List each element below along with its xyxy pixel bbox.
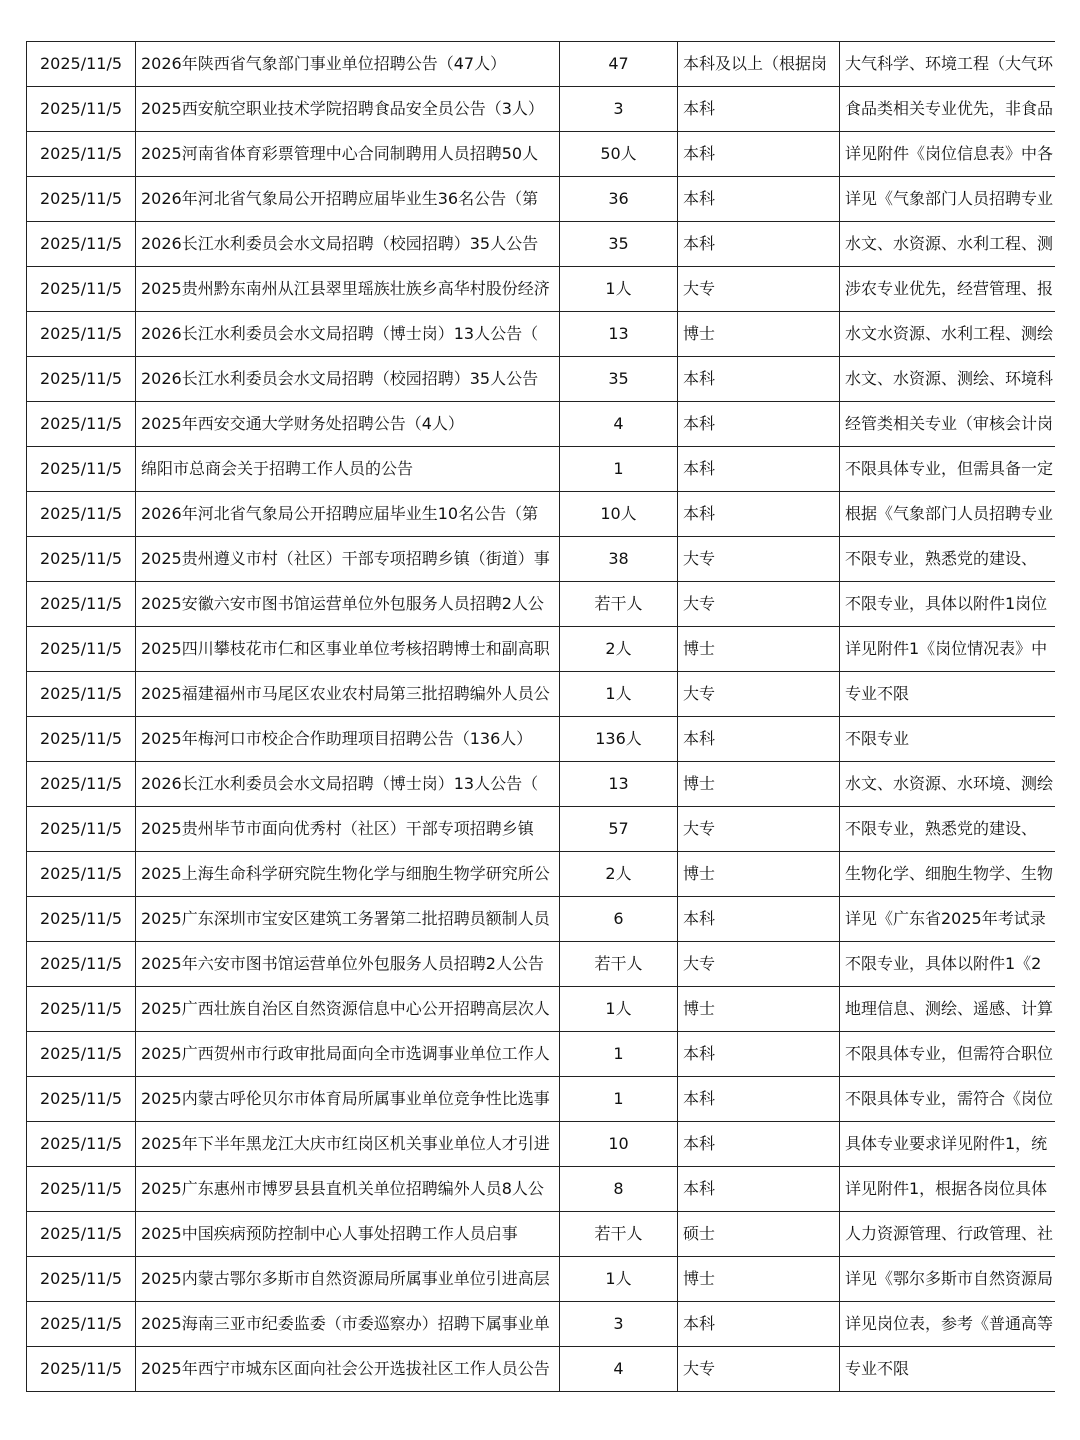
date-cell: 2025/11/5 <box>27 1077 136 1122</box>
table-row <box>27 672 1055 717</box>
education-cell: 硕士 <box>678 1212 840 1257</box>
count-cell: 若干人 <box>560 1212 678 1257</box>
education-cell: 本科 <box>678 357 840 402</box>
count-cell: 1 <box>560 447 678 492</box>
title-cell: 2026长江水利委员会水文局招聘（博士岗）13人公告（ <box>136 762 560 807</box>
table-row <box>27 1032 1055 1077</box>
date-cell: 2025/11/5 <box>27 897 136 942</box>
education-cell: 大专 <box>678 807 840 852</box>
date-cell: 2025/11/5 <box>27 582 136 627</box>
date-cell: 2025/11/5 <box>27 267 136 312</box>
title-cell: 2025广西贺州市行政审批局面向全市选调事业单位工作人 <box>136 1032 560 1077</box>
table-row <box>27 1302 1055 1347</box>
major-cell: 详见附件1，根据各岗位具体 <box>840 1167 1055 1212</box>
major-cell: 生物化学、细胞生物学、生物 <box>840 852 1055 897</box>
table-row <box>27 492 1055 537</box>
date-cell: 2025/11/5 <box>27 807 136 852</box>
major-cell: 专业不限 <box>840 672 1055 717</box>
count-cell: 1人 <box>560 987 678 1032</box>
count-cell: 47 <box>560 42 678 87</box>
major-cell: 详见附件《岗位信息表》中各 <box>840 132 1055 177</box>
major-cell: 不限专业 <box>840 717 1055 762</box>
date-cell: 2025/11/5 <box>27 717 136 762</box>
title-cell: 2026长江水利委员会水文局招聘（校园招聘）35人公告 <box>136 222 560 267</box>
major-cell: 不限专业，具体以附件1《2 <box>840 942 1055 987</box>
count-cell: 1人 <box>560 672 678 717</box>
education-cell: 本科 <box>678 222 840 267</box>
table-row <box>27 717 1055 762</box>
date-cell: 2025/11/5 <box>27 627 136 672</box>
title-cell: 2025广西壮族自治区自然资源信息中心公开招聘高层次人 <box>136 987 560 1032</box>
table-body <box>27 42 1055 1392</box>
education-cell: 本科 <box>678 897 840 942</box>
date-cell: 2025/11/5 <box>27 672 136 717</box>
title-cell: 2025贵州黔东南州从江县翠里瑶族壮族乡高华村股份经济 <box>136 267 560 312</box>
date-cell: 2025/11/5 <box>27 1302 136 1347</box>
title-cell: 2025贵州遵义市村（社区）干部专项招聘乡镇（街道）事 <box>136 537 560 582</box>
education-cell: 本科 <box>678 1122 840 1167</box>
count-cell: 2人 <box>560 627 678 672</box>
date-cell: 2025/11/5 <box>27 942 136 987</box>
title-cell: 2025福建福州市马尾区农业农村局第三批招聘编外人员公 <box>136 672 560 717</box>
table-row <box>27 582 1055 627</box>
education-cell: 大专 <box>678 537 840 582</box>
education-cell: 博士 <box>678 627 840 672</box>
date-cell: 2025/11/5 <box>27 852 136 897</box>
date-cell: 2025/11/5 <box>27 762 136 807</box>
major-cell: 大气科学、环境工程（大气环 <box>840 42 1055 87</box>
date-cell: 2025/11/5 <box>27 447 136 492</box>
table-row <box>27 852 1055 897</box>
major-cell: 不限专业，熟悉党的建设、 <box>840 807 1055 852</box>
major-cell: 具体专业要求详见附件1，统 <box>840 1122 1055 1167</box>
major-cell: 不限专业，具体以附件1岗位 <box>840 582 1055 627</box>
count-cell: 57 <box>560 807 678 852</box>
table-row <box>27 357 1055 402</box>
education-cell: 博士 <box>678 852 840 897</box>
date-cell: 2025/11/5 <box>27 1122 136 1167</box>
title-cell: 2025广东惠州市博罗县县直机关单位招聘编外人员8人公 <box>136 1167 560 1212</box>
education-cell: 本科 <box>678 132 840 177</box>
major-cell: 不限具体专业，需符合《岗位 <box>840 1077 1055 1122</box>
table-row <box>27 1167 1055 1212</box>
table-row <box>27 627 1055 672</box>
date-cell: 2025/11/5 <box>27 42 136 87</box>
table-row <box>27 897 1055 942</box>
title-cell: 2025年梅河口市校企合作助理项目招聘公告（136人） <box>136 717 560 762</box>
major-cell: 专业不限 <box>840 1347 1055 1392</box>
title-cell: 2025年下半年黑龙江大庆市红岗区机关事业单位人才引进 <box>136 1122 560 1167</box>
count-cell: 4 <box>560 402 678 447</box>
title-cell: 2026长江水利委员会水文局招聘（博士岗）13人公告（ <box>136 312 560 357</box>
title-cell: 2025上海生命科学研究院生物化学与细胞生物学研究所公 <box>136 852 560 897</box>
date-cell: 2025/11/5 <box>27 222 136 267</box>
title-cell: 2026年陕西省气象部门事业单位招聘公告（47人） <box>136 42 560 87</box>
count-cell: 4 <box>560 1347 678 1392</box>
date-cell: 2025/11/5 <box>27 987 136 1032</box>
major-cell: 地理信息、测绘、遥感、计算 <box>840 987 1055 1032</box>
major-cell: 不限具体专业，但需具备一定 <box>840 447 1055 492</box>
date-cell: 2025/11/5 <box>27 1032 136 1077</box>
education-cell: 本科 <box>678 1077 840 1122</box>
date-cell: 2025/11/5 <box>27 132 136 177</box>
major-cell: 食品类相关专业优先，非食品 <box>840 87 1055 132</box>
count-cell: 136人 <box>560 717 678 762</box>
education-cell: 本科 <box>678 1167 840 1212</box>
table-row <box>27 1122 1055 1167</box>
table-row <box>27 402 1055 447</box>
education-cell: 大专 <box>678 942 840 987</box>
education-cell: 大专 <box>678 1347 840 1392</box>
major-cell: 水文、水资源、水利工程、测 <box>840 222 1055 267</box>
date-cell: 2025/11/5 <box>27 1212 136 1257</box>
count-cell: 1人 <box>560 1257 678 1302</box>
education-cell: 本科 <box>678 717 840 762</box>
table-row <box>27 42 1055 87</box>
count-cell: 13 <box>560 762 678 807</box>
education-cell: 大专 <box>678 582 840 627</box>
education-cell: 本科 <box>678 1302 840 1347</box>
count-cell: 36 <box>560 177 678 222</box>
count-cell: 35 <box>560 357 678 402</box>
count-cell: 2人 <box>560 852 678 897</box>
title-cell: 2025四川攀枝花市仁和区事业单位考核招聘博士和副高职 <box>136 627 560 672</box>
table-row <box>27 1077 1055 1122</box>
date-cell: 2025/11/5 <box>27 492 136 537</box>
count-cell: 8 <box>560 1167 678 1212</box>
title-cell: 2025海南三亚市纪委监委（市委巡察办）招聘下属事业单 <box>136 1302 560 1347</box>
table-row <box>27 267 1055 312</box>
major-cell: 详见《鄂尔多斯市自然资源局 <box>840 1257 1055 1302</box>
table-row <box>27 1212 1055 1257</box>
date-cell: 2025/11/5 <box>27 1347 136 1392</box>
table-row <box>27 537 1055 582</box>
table-row <box>27 807 1055 852</box>
major-cell: 人力资源管理、行政管理、社 <box>840 1212 1055 1257</box>
education-cell: 博士 <box>678 762 840 807</box>
count-cell: 若干人 <box>560 582 678 627</box>
major-cell: 水文、水资源、水环境、测绘 <box>840 762 1055 807</box>
education-cell: 本科及以上（根据岗 <box>678 42 840 87</box>
count-cell: 10 <box>560 1122 678 1167</box>
education-cell: 本科 <box>678 447 840 492</box>
count-cell: 10人 <box>560 492 678 537</box>
title-cell: 2025广东深圳市宝安区建筑工务署第二批招聘员额制人员 <box>136 897 560 942</box>
title-cell: 2025贵州毕节市面向优秀村（社区）干部专项招聘乡镇 <box>136 807 560 852</box>
count-cell: 1 <box>560 1077 678 1122</box>
table-row <box>27 177 1055 222</box>
date-cell: 2025/11/5 <box>27 357 136 402</box>
title-cell: 2025年六安市图书馆运营单位外包服务人员招聘2人公告 <box>136 942 560 987</box>
count-cell: 35 <box>560 222 678 267</box>
table-row <box>27 87 1055 132</box>
count-cell: 1人 <box>560 267 678 312</box>
title-cell: 2026年河北省气象局公开招聘应届毕业生36名公告（第 <box>136 177 560 222</box>
table-row <box>27 987 1055 1032</box>
education-cell: 本科 <box>678 402 840 447</box>
date-cell: 2025/11/5 <box>27 1257 136 1302</box>
table-row <box>27 447 1055 492</box>
title-cell: 2026长江水利委员会水文局招聘（校园招聘）35人公告 <box>136 357 560 402</box>
major-cell: 不限专业，熟悉党的建设、 <box>840 537 1055 582</box>
title-cell: 2025内蒙古鄂尔多斯市自然资源局所属事业单位引进高层 <box>136 1257 560 1302</box>
education-cell: 本科 <box>678 177 840 222</box>
count-cell: 13 <box>560 312 678 357</box>
title-cell: 2025安徽六安市图书馆运营单位外包服务人员招聘2人公 <box>136 582 560 627</box>
table-row <box>27 1347 1055 1392</box>
education-cell: 本科 <box>678 492 840 537</box>
education-cell: 本科 <box>678 87 840 132</box>
date-cell: 2025/11/5 <box>27 1167 136 1212</box>
table-row <box>27 762 1055 807</box>
title-cell: 2025年西宁市城东区面向社会公开选拔社区工作人员公告 <box>136 1347 560 1392</box>
date-cell: 2025/11/5 <box>27 87 136 132</box>
education-cell: 大专 <box>678 267 840 312</box>
recruitment-table <box>26 41 1055 1392</box>
education-cell: 本科 <box>678 1032 840 1077</box>
major-cell: 涉农专业优先，经营管理、报 <box>840 267 1055 312</box>
title-cell: 2025河南省体育彩票管理中心合同制聘用人员招聘50人 <box>136 132 560 177</box>
table-row <box>27 1257 1055 1302</box>
table-row <box>27 942 1055 987</box>
date-cell: 2025/11/5 <box>27 402 136 447</box>
date-cell: 2025/11/5 <box>27 312 136 357</box>
major-cell: 水文水资源、水利工程、测绘 <box>840 312 1055 357</box>
date-cell: 2025/11/5 <box>27 537 136 582</box>
count-cell: 若干人 <box>560 942 678 987</box>
title-cell: 2025中国疾病预防控制中心人事处招聘工作人员启事 <box>136 1212 560 1257</box>
count-cell: 38 <box>560 537 678 582</box>
date-cell: 2025/11/5 <box>27 177 136 222</box>
major-cell: 详见岗位表，参考《普通高等 <box>840 1302 1055 1347</box>
major-cell: 详见《气象部门人员招聘专业 <box>840 177 1055 222</box>
count-cell: 3 <box>560 1302 678 1347</box>
table-row <box>27 132 1055 177</box>
table-row <box>27 222 1055 267</box>
major-cell: 不限具体专业，但需符合职位 <box>840 1032 1055 1077</box>
title-cell: 2025西安航空职业技术学院招聘食品安全员公告（3人） <box>136 87 560 132</box>
title-cell: 2025内蒙古呼伦贝尔市体育局所属事业单位竞争性比选事 <box>136 1077 560 1122</box>
count-cell: 6 <box>560 897 678 942</box>
major-cell: 详见《广东省2025年考试录 <box>840 897 1055 942</box>
title-cell: 2026年河北省气象局公开招聘应届毕业生10名公告（第 <box>136 492 560 537</box>
education-cell: 博士 <box>678 1257 840 1302</box>
title-cell: 绵阳市总商会关于招聘工作人员的公告 <box>136 447 560 492</box>
major-cell: 详见附件1《岗位情况表》中 <box>840 627 1055 672</box>
count-cell: 3 <box>560 87 678 132</box>
education-cell: 博士 <box>678 987 840 1032</box>
count-cell: 1 <box>560 1032 678 1077</box>
count-cell: 50人 <box>560 132 678 177</box>
major-cell: 经管类相关专业（审核会计岗 <box>840 402 1055 447</box>
education-cell: 大专 <box>678 672 840 717</box>
education-cell: 博士 <box>678 312 840 357</box>
table-row <box>27 312 1055 357</box>
major-cell: 水文、水资源、测绘、环境科 <box>840 357 1055 402</box>
major-cell: 根据《气象部门人员招聘专业 <box>840 492 1055 537</box>
title-cell: 2025年西安交通大学财务处招聘公告（4人） <box>136 402 560 447</box>
